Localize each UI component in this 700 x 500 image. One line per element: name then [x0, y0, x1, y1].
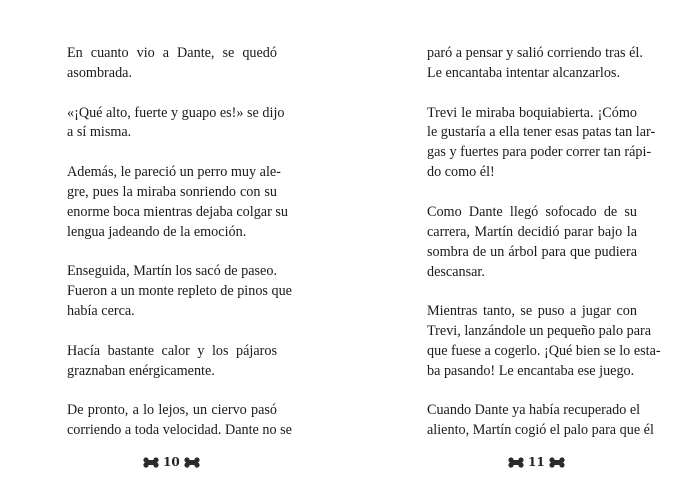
right-page-footer — [508, 452, 565, 472]
text-line: aliento, Martín cogió el palo para que él — [427, 422, 654, 439]
right-page — [427, 44, 661, 461]
text-line: En cuanto vio a Dante, se quedó — [67, 45, 277, 61]
text-line: había cerca. — [67, 303, 135, 320]
bone-icon — [549, 457, 565, 468]
text-line: graznaban enérgicamente. — [67, 362, 215, 379]
paragraph — [67, 163, 288, 243]
bone-icon — [143, 457, 159, 468]
paragraph — [427, 44, 643, 84]
text-line: gas y fuertes para poder correr tan rápi- — [427, 144, 652, 161]
paragraph — [67, 104, 285, 144]
paragraph — [427, 203, 637, 283]
text-line: asombrada. — [67, 64, 133, 81]
paragraph — [67, 401, 292, 441]
text-line: le gustaría a ella tener esas patas tan lar- — [427, 124, 656, 141]
page-number: 10 — [163, 455, 180, 469]
text-line: lengua jadeando de la emoción. — [67, 223, 247, 240]
text-line: gre, pues la miraba sonriendo con su — [67, 183, 277, 200]
bone-icon — [508, 457, 524, 468]
text-line: Hacía bastante calor y los pájaros — [67, 342, 277, 359]
text-line: paró a pensar y salió corriendo tras él. — [427, 45, 643, 61]
text-line: Enseguida, Martín los sacó de paseo. — [67, 263, 277, 280]
text-line: Cuando Dante ya había recuperado el — [427, 402, 641, 419]
text-line: Le encantaba intentar alcanzarlos. — [427, 64, 620, 81]
text-line: De pronto, a lo lejos, un ciervo pasó — [67, 402, 277, 419]
left-page — [67, 44, 292, 461]
paragraph — [67, 342, 277, 382]
text-line: que fuese a cogerlo. ¡Qué bien se lo esta- — [427, 342, 661, 359]
text-line: Mientras tanto, se puso a jugar con — [427, 303, 637, 320]
left-page-footer — [143, 452, 200, 472]
text-line: do como él! — [427, 164, 495, 181]
text-line: Además, le pareció un perro muy ale- — [67, 164, 281, 180]
text-line: ba pasando! Le encantaba ese juego. — [427, 362, 635, 379]
text-line: descansar. — [427, 263, 485, 280]
paragraph — [67, 44, 277, 84]
text-line: a sí misma. — [67, 124, 132, 141]
paragraph — [427, 104, 656, 184]
text-line: Trevi, lanzándole un pequeño palo para — [427, 323, 652, 340]
paragraph — [67, 262, 292, 322]
paragraph — [427, 401, 654, 441]
text-line: Fueron a un monte repleto de pinos que — [67, 283, 292, 300]
text-line: sombra de un árbol para que pudiera — [427, 243, 637, 260]
text-line: enorme boca mientras dejaba colgar su — [67, 203, 288, 220]
paragraph — [427, 302, 661, 382]
text-line: carrera, Martín decidió parar bajo la — [427, 223, 637, 240]
text-line: «¡Qué alto, fuerte y guapo es!» se dijo — [67, 104, 285, 121]
text-line: Trevi le miraba boquiabierta. ¡Cómo — [427, 104, 637, 121]
text-line: corriendo a toda velocidad. Dante no se — [67, 422, 292, 439]
bone-icon — [184, 457, 200, 468]
page-number: 11 — [528, 455, 545, 469]
text-line: Como Dante llegó sofocado de su — [427, 203, 637, 220]
